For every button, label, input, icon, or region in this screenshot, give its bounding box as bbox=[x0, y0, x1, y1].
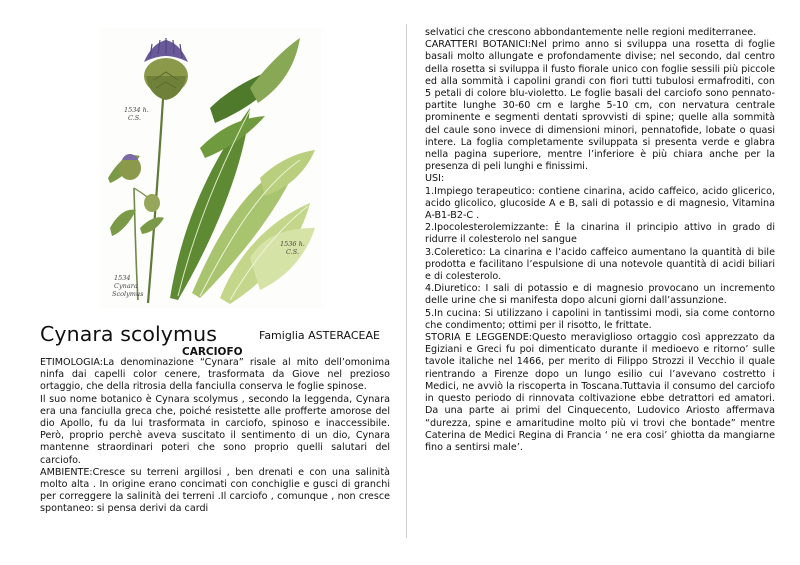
page-title: Cynara scolymus bbox=[40, 322, 217, 346]
paragraph-storia: STORIA E LEGGENDE:Questo meraviglioso ortaggio così apprezzato da Egiziani e Greci fu poi dimenticato durante il medioevo e ritorno’ sulle tavole italiche nel 1466, per merito di Filippo Strozzi il Vecchio il quale rientrando a Firenze dopo un lungo esilio cui l’avevano costretto i Medici, ne avviò la riscoperta in Toscana.Tuttavia il consumo del carciofo in questo periodo di rinnovata coltivazione ebbe detrattori ed amatori. Da una parte ai primi del Cinquecento, Ludovico Ariosto affermava “durezza, spine e amaritudine molto più vi trovi che bontade” mentre Caterina de Medici Regina di Francia ‘ ne era cosi’ ghiotta da mangiarne fino a sentirsi male’. bbox=[425, 332, 775, 453]
column-divider bbox=[406, 24, 407, 538]
family-label: Famiglia ASTERACEAE bbox=[259, 329, 380, 342]
paragraph-uso-5: 5.In cucina: Si utilizzano i capolini in tantissimi modi, sia come contorno che condimento; ottimi per il risotto, le frittate. bbox=[425, 307, 775, 331]
paragraph-ambiente-cont: selvatici che crescono abbondantemente nelle regioni mediterranee. bbox=[425, 27, 757, 38]
paragraph-etimologia: ETIMOLOGIA:La denominazione “Cynara” risale al mito dell’omonima ninfa dai capelli color cenere, trasformata da Giove nel prezioso ortaggio, che della ritrosia della fanciulla conserva le foglie spinose. bbox=[40, 357, 390, 393]
illustration-label: 1536 h. bbox=[280, 240, 305, 248]
paragraph-ambiente: AMBIENTE:Cresce su terreni argillosi , ben drenati e con una salinità molto alta . In origine erano concimati con conchiglie e gusci di granchi per correggere la salinità dei terreni .Il carciofo , comunque , non cresce spontaneo: si pensa derivi da cardi bbox=[40, 466, 390, 515]
paragraph-caratteri-botanici: CARATTERI BOTANICI:Nel primo anno si sviluppa una rosetta di foglie basali molto allungate e profondamente divise; nel secondo, dal centro della rosetta si sviluppa il fusto fiorale unico con foglie sessili più piccole ed alla sommità i capolini grandi con fiori tutti tubulosi ermafroditi, con 5 petali di colore blu-violetto. Le foglie basali del carciofo sono pennato-partite lunghe 30-60 cm e larghe 5-10 cm, con nervatura centrale prominente e segmenti dentati sprovvisti di spine; quelle alla sommità del caule sono invece di dimensioni minori, pennatofide, lobate o quasi intere. La foglia completamente sviluppata si presenta verde e glabra nella pagina superiore, mentre l’inferiore è più chiara anche per la presenza di peli lunghi e finissimi. bbox=[425, 39, 775, 173]
illustration-label: C.S. bbox=[128, 114, 142, 122]
illustration-label: Scolymus bbox=[112, 290, 144, 298]
illustration-label: 1534 bbox=[114, 274, 131, 282]
common-name: CARCIOFO bbox=[182, 346, 243, 358]
illustration-label: Cynara bbox=[114, 282, 138, 290]
artichoke-illustration bbox=[100, 28, 322, 308]
heading-usi: USI: bbox=[425, 173, 445, 185]
paragraph-uso-1: 1.Impiego terapeutico: contiene cinarina, acido caffeico, acido glicerico, acido glicolico, glucoside A e B, sali di potassio e di magnesio, Vitamina A-B1-B2-C . bbox=[425, 185, 775, 222]
paragraph-uso-2: 2.Ipocolesterolemizzante: È la cinarina il principio attivo in grado di ridurre il colesterolo nel sangue bbox=[425, 222, 775, 246]
illustration-label: 1534 h. bbox=[124, 106, 149, 114]
paragraph-nome-botanico: Il suo nome botanico è Cynara scolymus , secondo la leggenda, Cynara era una fanciulla greca che, poiché resistette alle profferte amorose del dio Apollo, fu da lui trasformata in carciofo, spinoso e inaccessibile. Però, proprio perchè aveva suscitato il sentimento di un dio, Cynara mantenne straordinari poteri che sono proprio quelli salutari del carciofo. bbox=[40, 393, 390, 466]
paragraph-uso-4: 4.Diuretico: I sali di potassio e di magnesio provocano un incremento delle urine che si manifesta dopo alcuni giorni dall’assunzione. bbox=[425, 283, 775, 307]
paragraph-uso-3: 3.Coleretico: La cinarina e l’acido caffeico aumentano la quantità di bile prodotta e facilitano l’espulsione di una notevole quantità di acidi biliari e di colesterolo. bbox=[425, 246, 775, 283]
illustration-label: C.S. bbox=[286, 248, 300, 256]
left-column-text bbox=[40, 357, 390, 516]
artichoke-drawing bbox=[100, 28, 322, 308]
right-column-text bbox=[425, 27, 775, 454]
